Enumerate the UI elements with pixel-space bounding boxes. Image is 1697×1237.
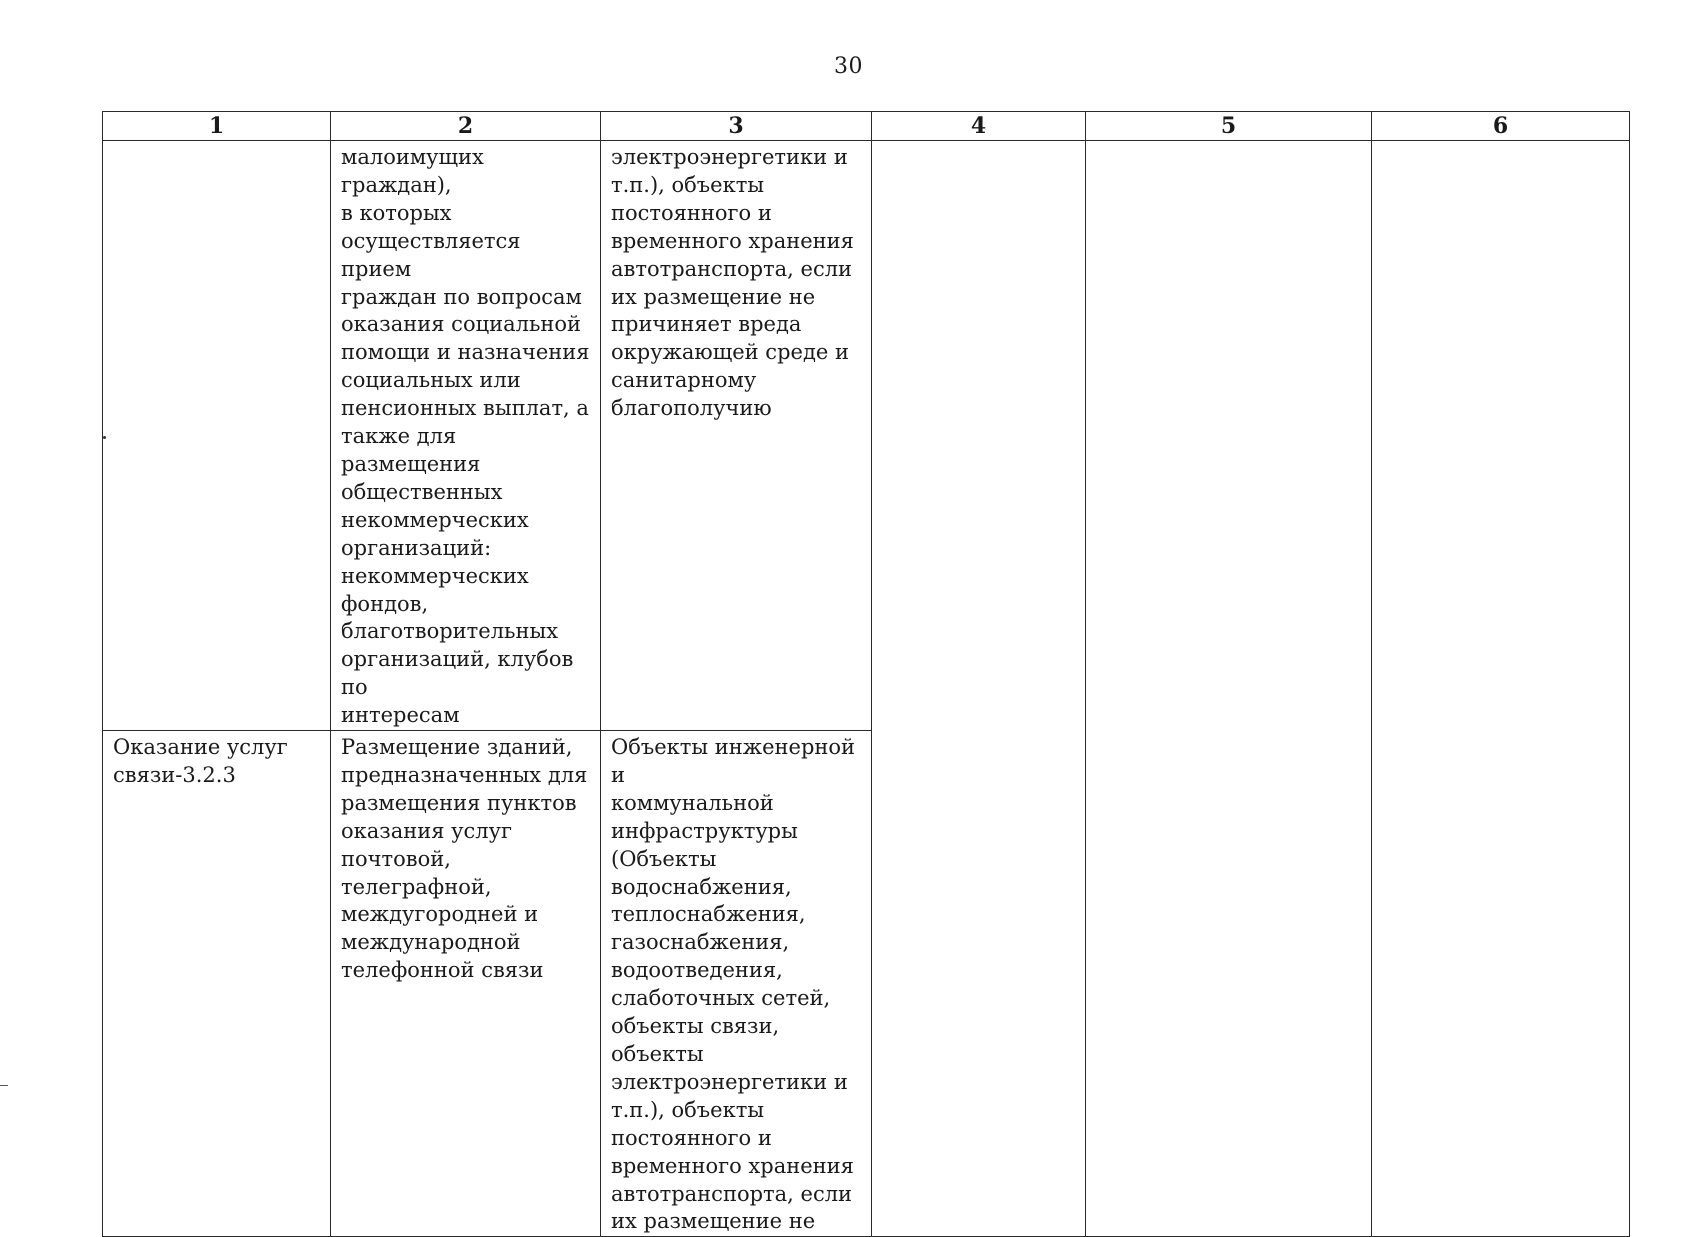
table-row: [103, 141, 1630, 731]
merged-cell-col-5: [1086, 141, 1372, 1237]
table-cell: [331, 731, 601, 1237]
table-cell: [331, 141, 601, 731]
cell-text: малоимущих граждан), в которых осуществляется прием граждан по вопросам оказания социальной помощи и назначения социальных или пенсионных выплат, а также для размещения общественных некоммерческих организаций: некоммерческих фондов, благотворительных организаций, клубов по интересам: [341, 145, 590, 728]
cell-text: [1372, 141, 1629, 144]
table-cell: [601, 141, 872, 731]
cell-text: Объекты инженерной и коммунальной инфраструктуры (Объекты водоснабжения, теплоснабжения, газоснабжения, водоотведения, слаботочных сетей, объекты связи, объекты электроэнергетики и т.п.), объекты постоянного и временного хранения автотранспорта, если их размещение не: [611, 735, 856, 1234]
header-col-5: 5: [1086, 112, 1372, 141]
cell-text: Размещение зданий, предназначенных для размещения пунктов оказания услуг почтовой, телеграфной, междугородней и международной телефонной связи: [341, 735, 588, 983]
header-col-1: 1: [103, 112, 331, 141]
header-col-3: 3: [601, 112, 872, 141]
table-cell: [601, 731, 872, 1237]
scan-edge-mark: [0, 1085, 8, 1086]
merged-cell-col-4: [872, 141, 1086, 1237]
table-header-row: [103, 112, 1630, 141]
cell-text: [872, 141, 1085, 144]
cell-text: электроэнергетики и т.п.), объекты постоянного и временного хранения автотранспорта, если их размещение не причиняет вреда окружающей среде и санитарному благополучию: [611, 145, 854, 421]
cell-text: [103, 141, 330, 144]
header-col-2: 2: [331, 112, 601, 141]
merged-cell-col-6: [1372, 141, 1630, 1237]
page-number: 30: [834, 54, 863, 79]
table-cell: [103, 141, 331, 731]
cell-text: [1086, 141, 1371, 144]
header-col-4: 4: [872, 112, 1086, 141]
cell-text: Оказание услуг связи-3.2.3: [113, 735, 288, 787]
table-cell: [103, 731, 331, 1237]
land-use-table: [102, 111, 1630, 1237]
header-col-6: 6: [1372, 112, 1630, 141]
